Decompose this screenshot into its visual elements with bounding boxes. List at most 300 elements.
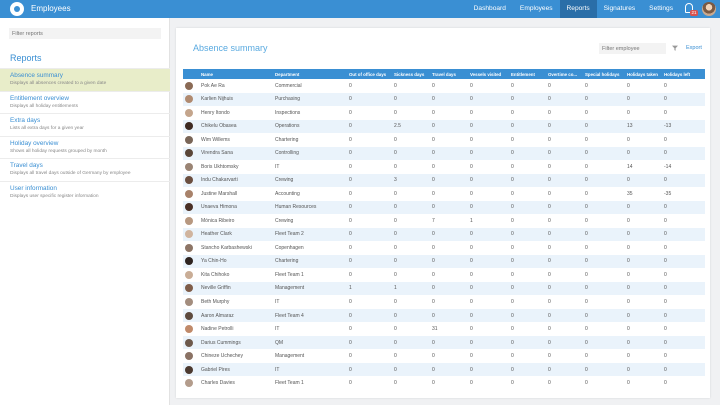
table-cell: 0 [349,163,352,170]
employee-avatar [185,257,193,265]
table-cell: 0 [546,363,583,377]
table-cell: 0 [662,174,705,188]
table-cell: 0 [583,309,625,323]
table-cell: 0 [662,228,705,242]
column-header[interactable]: Name [199,69,273,79]
table-cell: 0 [347,336,392,350]
department-cell: Accounting [275,190,300,197]
employee-avatar [185,122,193,130]
table-row[interactable] [183,255,705,269]
table-cell: 0 [347,363,392,377]
app-title: Employees [31,4,71,13]
avatar-cell [183,295,199,309]
employee-name: Darius Cummings [199,336,273,350]
table-row[interactable] [183,241,705,255]
employee-avatar [185,352,193,360]
employee-name: Chikelu Obasea [199,120,273,134]
table-cell: 0 [548,299,551,305]
table-cell: 0 [468,282,509,296]
department-cell: Fleet Team 4 [273,309,347,323]
report-item-desc: Displays user specific register information [10,193,99,199]
avatar-cell [183,106,199,120]
table-cell: 0 [470,380,473,387]
user-avatar[interactable] [702,2,716,16]
table-cell: 0 [664,244,667,251]
table-cell: 0 [664,217,667,224]
table-cell: 0 [509,120,546,134]
employee-avatar [185,203,193,211]
department-cell: Chartering [273,255,347,269]
employee-avatar [185,339,193,347]
department-cell: IT [275,326,280,333]
avatar-cell [183,147,199,161]
page-title: Absence summary [193,43,268,53]
table-cell: 0 [394,163,397,170]
avatar-cell [183,336,199,350]
table-cell: 0 [511,244,514,251]
table-cell: 0 [546,93,583,107]
table-cell: 0 [468,363,509,377]
department-cell: Crewing [275,217,294,224]
table-cell: 0 [470,299,473,305]
department-cell: Copenhagen [275,244,304,251]
avatar-cell [183,241,199,255]
column-header[interactable]: Overtime co... [546,69,583,79]
table-cell: 0 [392,336,430,350]
report-item-user-information[interactable] [0,181,170,204]
table-cell: 1 [470,217,473,224]
table-cell: 0 [468,228,509,242]
report-item-title: Absence summary [10,72,63,79]
table-cell: 0 [625,336,662,350]
employee-name: Heather Clark [199,228,273,242]
table-cell: 14 [627,163,633,170]
table-cell: 0 [470,136,473,143]
table-cell: 0 [585,82,588,89]
table-cell: 0 [627,136,630,143]
table-cell: 0 [347,201,392,215]
table-cell: 0 [548,82,551,89]
table-cell: 0 [583,93,625,107]
table-cell: 0 [394,244,397,251]
table-cell: 0 [430,228,468,242]
table-cell: 0 [392,228,430,242]
table-cell: 0 [585,190,588,197]
table-cell: 0 [585,380,588,387]
employee-avatar [185,82,193,90]
table-cell: 0 [509,174,546,188]
table-cell: 0 [585,217,588,224]
table-cell: 0 [625,228,662,242]
table-cell: 0 [585,109,588,116]
table-row[interactable] [183,336,705,350]
table-cell: 0 [349,136,352,143]
table-cell: 0 [546,282,583,296]
table-cell: 0 [583,120,625,134]
table-cell: 0 [432,271,435,278]
department-cell: IT [273,363,347,377]
employee-name: Virendra Sana [199,147,273,161]
employee-name: Justine Marshall [201,190,238,197]
employee-name: Neville Griffin [199,282,273,296]
employee-name: Indu Chakarvarti [199,174,273,188]
table-cell: 0 [548,190,551,197]
department-cell: Crewing [273,174,347,188]
employee-avatar [185,136,193,144]
department-cell: Operations [273,120,347,134]
table-cell: 0 [468,255,509,269]
table-cell: 13 [625,120,662,134]
department-cell: Fleet Team 2 [273,228,347,242]
table-cell: 0 [394,190,397,197]
table-cell: 0 [470,271,473,278]
table-cell: 0 [583,228,625,242]
employee-avatar [185,109,193,117]
employee-avatar [185,379,193,387]
table-cell: 0 [432,244,435,251]
avatar-cell [183,322,199,336]
table-cell: 0 [392,255,430,269]
employee-avatar [185,217,193,225]
table-row[interactable] [183,214,705,228]
filter-reports-input[interactable] [9,28,161,39]
column-header[interactable]: Travel days [430,69,468,79]
table-cell: 0 [583,147,625,161]
table-row[interactable] [183,201,705,215]
avatar-cell [183,268,199,282]
employee-avatar [185,312,193,320]
table-cell: 2.5 [392,120,430,134]
table-cell: 0 [625,147,662,161]
nav-dashboard[interactable]: Dashboard [473,5,506,12]
department-cell: Fleet Team 1 [275,380,304,387]
table-cell: 0 [662,93,705,107]
table-cell: 0 [347,174,392,188]
table-cell: 0 [662,147,705,161]
table-cell: 0 [392,309,430,323]
table-cell: 0 [470,244,473,251]
column-header[interactable]: Special holidays [583,69,625,79]
reports-sidebar [0,18,170,405]
table-cell: 0 [394,380,397,387]
table-row[interactable] [183,322,705,336]
table-cell: 0 [583,336,625,350]
table-cell: 0 [392,201,430,215]
table-cell: 0 [470,353,473,360]
table-cell: 0 [583,282,625,296]
column-header[interactable] [183,69,199,79]
employee-avatar [185,95,193,103]
table-cell: 0 [349,190,352,197]
table-cell: 0 [662,336,705,350]
table-cell: 0 [349,82,352,89]
table-cell: 0 [625,363,662,377]
employee-name: Ya Chin-Ho [199,255,273,269]
table-cell: 0 [430,336,468,350]
employee-avatar [185,325,193,333]
column-header[interactable]: Vessels visited [468,69,509,79]
report-item-absence-summary[interactable] [0,68,170,91]
table-cell: 3 [392,174,430,188]
table-cell: 0 [349,353,352,360]
table-cell: 0 [585,271,588,278]
table-cell: 0 [548,109,551,116]
table-cell: 0 [509,255,546,269]
avatar-cell [183,282,199,296]
report-item-desc: Shows all holiday requests grouped by month [10,148,107,154]
report-item-title: Entitlement overview [10,94,69,102]
table-cell: 0 [347,255,392,269]
table-cell: 0 [664,136,667,143]
employee-name: Wim Willems [201,136,230,143]
table-cell: 0 [470,163,473,170]
avatar-cell [183,363,199,377]
employee-name: Stancho Karbashewski [201,244,252,251]
table-cell: 0 [546,309,583,323]
table-cell: 0 [585,163,588,170]
table-cell: 0 [347,228,392,242]
table-cell: 0 [470,326,473,333]
table-cell: 0 [394,82,397,89]
employee-name: Mónica Ribeiro [201,217,235,224]
table-cell: 0 [627,109,630,116]
column-header[interactable]: Sickness days [392,69,430,79]
table-cell: 0 [585,353,588,360]
table-cell: 0 [625,201,662,215]
employee-name: Charles Davies [201,380,235,387]
column-header[interactable]: Holidays left [662,69,705,79]
table-row[interactable] [183,282,705,296]
table-cell: 0 [349,271,352,278]
table-cell: 0 [430,201,468,215]
employee-avatar [185,298,193,306]
table-cell: 0 [585,244,588,251]
table-cell: 0 [394,299,397,305]
table-cell: 0 [627,353,630,360]
employee-avatar [185,163,193,171]
department-cell: IT [275,163,280,170]
table-cell: 0 [509,282,546,296]
table-cell: 0 [349,380,352,387]
table-cell: 0 [625,174,662,188]
table-cell: 0 [468,147,509,161]
employee-avatar [185,244,193,252]
table-cell: 0 [468,336,509,350]
table-cell: 0 [625,282,662,296]
table-cell: 0 [583,255,625,269]
table-row[interactable] [183,309,705,323]
app-logo-icon[interactable] [10,2,24,16]
department-cell: Human Resources [273,201,347,215]
table-cell: 0 [430,255,468,269]
table-row[interactable] [183,93,705,107]
top-bar [0,0,720,18]
column-header[interactable]: Holidays taken [625,69,662,79]
report-item-title: Travel days [10,162,43,169]
main-nav [467,0,680,18]
table-row[interactable] [183,349,705,363]
avatar-cell [183,120,199,134]
employee-avatar [185,230,193,238]
table-row[interactable] [183,106,705,120]
avatar-cell [183,376,199,390]
filter-icon[interactable] [672,45,678,51]
table-cell: 0 [349,326,352,333]
table-cell: 0 [349,109,352,116]
table-cell: 0 [662,255,705,269]
table-cell: 0 [511,217,514,224]
table-cell: 0 [392,363,430,377]
table-row[interactable] [183,147,705,161]
table-cell: 0 [432,190,435,197]
avatar-cell [183,174,199,188]
table-cell: 0 [511,163,514,170]
table-cell: 0 [546,336,583,350]
table-cell: 0 [585,136,588,143]
table-row[interactable] [183,120,705,134]
nav-settings[interactable]: Settings [649,5,673,12]
table-cell: 1 [392,282,430,296]
column-header[interactable]: Entitlement [509,69,546,79]
table-cell: 0 [585,299,588,305]
table-cell: 0 [625,255,662,269]
table-cell: 0 [349,244,352,251]
nav-signatures[interactable]: Signatures [603,5,636,12]
table-cell: 0 [511,380,514,387]
table-row[interactable] [183,160,705,174]
nav-employees[interactable]: Employees [519,5,553,12]
report-item-entitlement-overview[interactable] [0,91,170,114]
report-item-title: Holiday overview [10,139,59,147]
table-cell: 0 [392,93,430,107]
sidebar-heading: Reports [10,53,42,63]
table-row[interactable] [183,79,705,93]
table-cell: 0 [627,380,630,387]
table-row[interactable] [183,174,705,188]
table-cell: 0 [546,228,583,242]
avatar-cell [183,187,199,201]
filter-employee-input[interactable] [599,43,666,54]
report-item-desc: Displays all absences created to a given date [10,81,107,86]
report-item-travel-days[interactable] [0,158,170,181]
employee-name: Gabriel Pires [199,363,273,377]
table-cell: 0 [548,326,551,333]
avatar-cell [183,228,199,242]
table-cell: 0 [511,190,514,197]
table-cell: 0 [394,353,397,360]
table-cell: 0 [662,282,705,296]
table-cell: 0 [468,174,509,188]
table-cell: 0 [585,326,588,333]
table-cell: 0 [548,271,551,278]
table-cell: 0 [627,244,630,251]
table-row[interactable] [183,363,705,377]
table-cell: 0 [546,201,583,215]
table-cell: 0 [430,363,468,377]
column-header[interactable]: Department [273,69,347,79]
report-item-extra-days[interactable] [0,113,170,136]
column-header[interactable]: Out of office days [347,69,392,79]
table-cell: 0 [432,109,435,116]
table-cell: 0 [509,309,546,323]
table-cell: 0 [627,299,630,305]
table-cell: 0 [583,201,625,215]
table-cell: 0 [511,326,514,333]
table-cell: 0 [664,271,667,278]
table-cell: 0 [394,136,397,143]
absence-table [183,69,705,390]
department-cell: Management [275,353,305,360]
table-cell: 0 [432,299,435,305]
employee-name: Kita Chihoko [201,271,230,278]
table-cell: 0 [662,309,705,323]
table-cell: 0 [509,336,546,350]
notification-badge: 21 [691,10,697,15]
employee-avatar [185,271,193,279]
table-row[interactable] [183,133,705,147]
table-cell: 0 [468,120,509,134]
table-row[interactable] [183,187,705,201]
table-row[interactable] [183,268,705,282]
table-cell: 0 [625,309,662,323]
table-cell: 0 [394,109,397,116]
employee-name: Pok Ae Ra [201,82,225,89]
table-cell: -14 [664,163,672,170]
table-row[interactable] [183,295,705,309]
table-header-row [183,69,705,79]
table-cell: 0 [509,147,546,161]
export-link[interactable]: Export [686,45,702,51]
table-cell: 0 [470,190,473,197]
table-cell: 0 [394,271,397,278]
table-cell: 31 [432,326,438,333]
table-cell: 0 [347,120,392,134]
table-cell: 0 [511,299,514,305]
table-cell: 1 [347,282,392,296]
table-row[interactable] [183,376,705,390]
table-cell: 0 [583,363,625,377]
nav-reports[interactable]: Reports [560,0,597,18]
table-cell: 0 [511,82,514,89]
employee-name: Aaron Almaraz [199,309,273,323]
report-list [0,68,170,203]
report-item-title: Extra days [10,117,41,124]
table-cell: 0 [625,93,662,107]
table-cell: 0 [394,217,397,224]
employee-name: Henry Itondo [201,109,230,116]
table-cell: 0 [548,244,551,251]
table-cell: 0 [664,380,667,387]
avatar-cell [183,255,199,269]
employee-avatar [185,284,193,292]
table-cell: 0 [347,93,392,107]
table-cell: 0 [627,271,630,278]
table-cell: 7 [432,217,435,224]
table-cell: 0 [662,201,705,215]
table-cell: 0 [430,309,468,323]
table-cell: 0 [430,282,468,296]
table-cell: 0 [583,174,625,188]
absence-table-container [183,69,705,393]
report-item-desc: Lists all extra days for a given year [10,126,84,131]
table-cell: 0 [509,228,546,242]
table-cell: 0 [548,136,551,143]
avatar-cell [183,309,199,323]
table-cell: 0 [546,120,583,134]
report-item-holiday-overview[interactable] [0,136,170,159]
table-row[interactable] [183,228,705,242]
table-cell: 0 [546,255,583,269]
